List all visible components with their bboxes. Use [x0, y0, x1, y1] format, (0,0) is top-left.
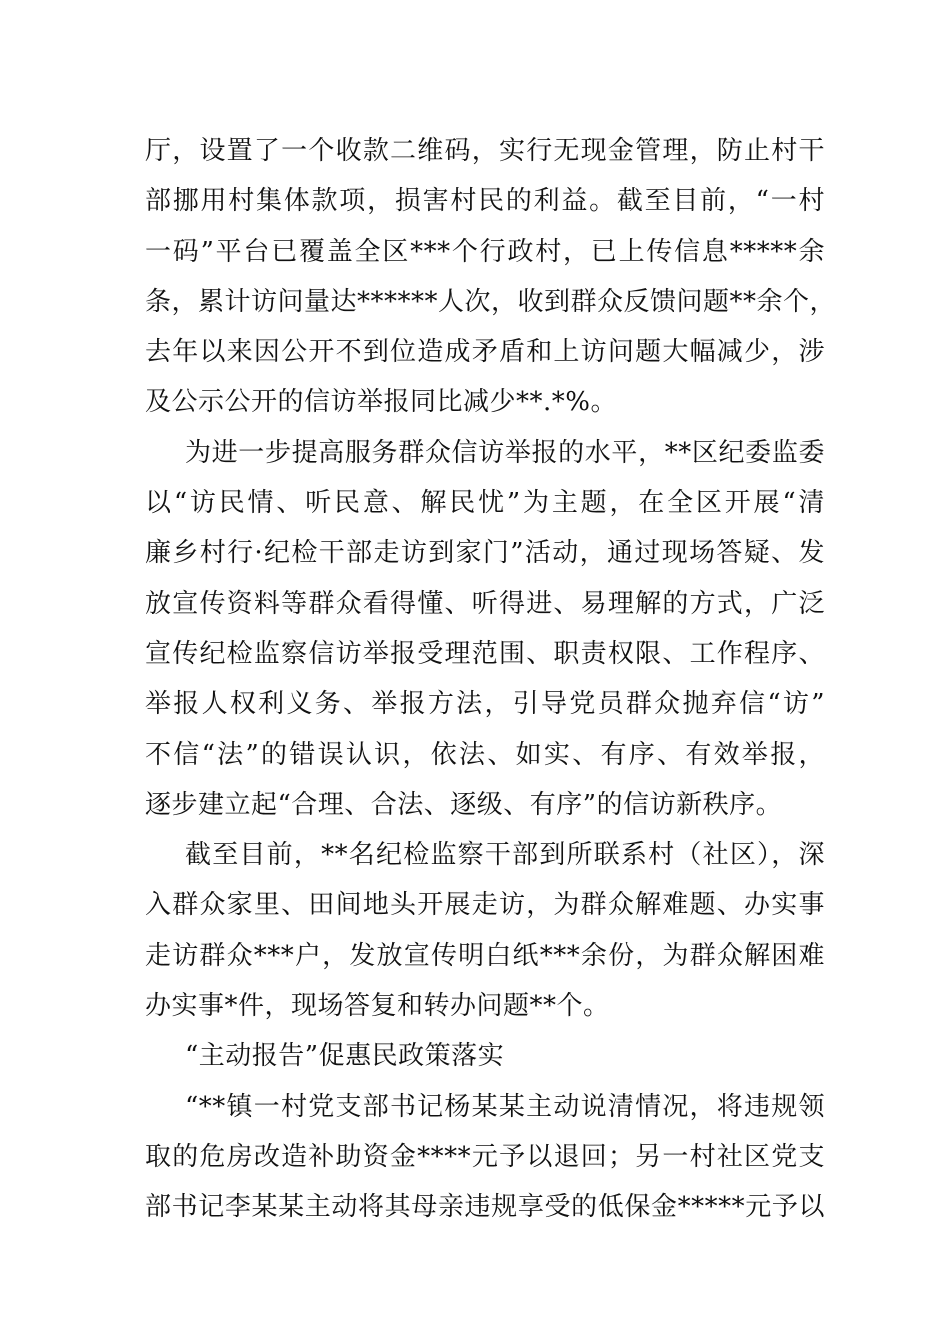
- text-line: 部书记李某某主动将其母亲违规享受的低保金*****元予以: [145, 1192, 825, 1223]
- text-line: 条，累计访问量达******人次，收到群众反馈问题**余个，: [145, 286, 837, 317]
- text-line: 及公示公开的信访举报同比减少**.*%。: [145, 387, 617, 418]
- text-line: 厅，设置了一个收款二维码，实行无现金管理，防止村干: [145, 136, 825, 166]
- text-line: 廉乡村行·纪检干部走访到家门”活动，通过现场答疑、发: [145, 538, 825, 569]
- text-line: 截至目前，**名纪检监察干部到所联系村（社区），深: [185, 840, 825, 871]
- body-text: [145, 126, 837, 1233]
- text-line: 取的危房改造补助资金****元予以退回；另一村社区党支: [145, 1141, 825, 1172]
- text-line: 部挪用村集体款项，损害村民的利益。截至目前，“一村: [145, 186, 825, 217]
- text-line: 宣传纪检监察信访举报受理范围、职责权限、工作程序、: [145, 638, 825, 669]
- text-line: 逐步建立起“合理、合法、逐级、有序”的信访新秩序。: [145, 789, 783, 820]
- text-line: 举报人权利义务、举报方法，引导党员群众抛弃信“访”: [145, 689, 825, 720]
- text-line: 不信“法”的错误认识，依法、如实、有序、有效举报，: [145, 739, 825, 770]
- text-line: 放宣传资料等群众看得懂、听得进、易理解的方式，广泛: [145, 588, 825, 619]
- text-line: 入群众家里、田间地头开展走访，为群众解难题、办实事: [145, 890, 825, 921]
- text-line: 走访群众***户，发放宣传明白纸***余份，为群众解困难: [145, 940, 825, 971]
- text-line: 一码”平台已覆盖全区***个行政村，已上传信息*****余: [145, 236, 825, 267]
- text-line: 为进一步提高服务群众信访举报的水平，**区纪委监委: [185, 437, 825, 468]
- text-line: 以“访民情、听民意、解民忧”为主题，在全区开展“清: [145, 488, 825, 519]
- text-line: 去年以来因公开不到位造成矛盾和上访问题大幅减少，涉: [145, 337, 825, 368]
- text-line: 办实事*件，现场答复和转办问题**个。: [145, 991, 610, 1022]
- text-line: “主动报告”促惠民政策落实: [185, 1041, 505, 1072]
- text-line: “**镇一村党支部书记杨某某主动说清情况，将违规领: [185, 1091, 825, 1122]
